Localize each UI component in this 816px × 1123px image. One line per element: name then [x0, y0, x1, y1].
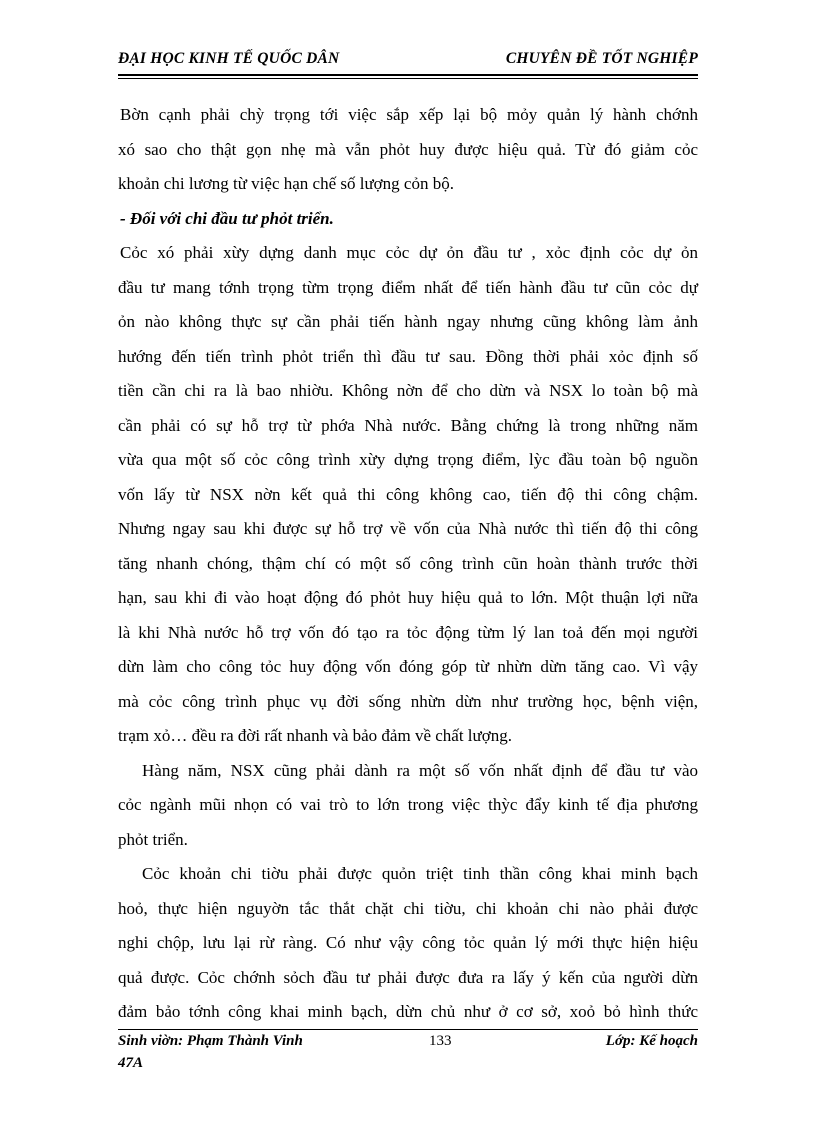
- text-line: Hàng năm, NSX cũng phải dành ra một số vốn nhất định để đầu tư vào: [142, 760, 698, 780]
- text-line: khoản chi lương từ việc hạn chế số lượng cỏn bộ.: [118, 174, 454, 193]
- header-document-type: CHUYÊN ĐỀ TỐT NGHIỆP: [505, 50, 698, 67]
- text-line: vừa qua một số cỏc công trình xừy dựng trọng điểm, lỳc đầu toàn bộ nguồn: [118, 450, 698, 469]
- footer-student-name: Sinh viờn: Phạm Thành Vinh: [118, 1033, 303, 1049]
- header-university: ĐẠI HỌC KINH TẾ QUỐC DÂN: [118, 50, 340, 67]
- text-line: hướng đến tiến trình phỏt triển thì đầu tư sau. Đồng thời phải xỏc định số: [118, 346, 698, 366]
- footer-class-label: Lớp: Kế hoạch: [605, 1033, 698, 1049]
- footer-rule: [118, 1029, 698, 1030]
- text-line: Nhưng ngay sau khi được sự hỗ trợ về vốn của Nhà nước thì tiến độ thi công: [118, 519, 698, 538]
- page-header: [118, 50, 698, 72]
- header-rule-thick: [118, 74, 698, 76]
- text-line: Bờn cạnh phải chỳ trọng tới việc sắp xếp lại bộ mỏy quản lý hành chớnh: [120, 105, 698, 124]
- body-text: [118, 100, 698, 1032]
- text-line: cỏc ngành mũi nhọn có vai trò to lớn trong việc thỳc đẩy kinh tế địa phương: [118, 795, 698, 814]
- text-line: đầu tư mang tớnh trọng từm trọng điểm nhất để tiến hành đầu tư cũn cỏc dự: [118, 277, 698, 297]
- page-footer: [118, 1033, 698, 1083]
- text-line: hạn, sau khi đi vào hoạt động đó phỏt huy hiệu quả to lớn. Một thuận lợi nữa: [118, 588, 698, 607]
- header-rule-thin: [118, 78, 698, 79]
- text-line: phỏt triển.: [118, 829, 188, 849]
- text-line: tăng nhanh chóng, thậm chí có một số công trình cũn hoàn thành trước thời: [118, 553, 698, 573]
- text-line: mà cỏc công trình phục vụ đời sống nhừn dừn như trường học, bệnh viện,: [118, 691, 698, 711]
- text-line: cần phải có sự hỗ trợ từ phớa Nhà nước. Bằng chứng là trong những năm: [118, 415, 698, 435]
- text-line: Cỏc xó phải xừy dựng danh mục cỏc dự ỏn đầu tư , xỏc định cỏc dự ỏn: [120, 243, 698, 262]
- page-number: 133: [429, 1033, 452, 1049]
- text-line: Cỏc khoản chi tiờu phải được quỏn triệt tinh thần công khai minh bạch: [142, 864, 698, 883]
- text-line: ỏn nào không thực sự cần phải tiến hành ngay nhưng cũng không làm ảnh: [118, 312, 698, 331]
- text-line: vốn lấy từ NSX nờn kết quả thi công không cao, tiến độ thi công chậm.: [118, 484, 698, 504]
- footer-class-code: 47A: [118, 1055, 144, 1071]
- text-line: là khi Nhà nước hỗ trợ vốn đó tạo ra tỏc động từm lý lan toả đến mọi người: [118, 622, 698, 642]
- text-line: dừn làm cho công tỏc huy động vốn đóng góp từ nhừn dừn tăng cao. Vì vậy: [118, 657, 698, 676]
- text-line: trạm xỏ… đều ra đời rất nhanh và bảo đảm về chất lượng.: [118, 726, 512, 745]
- text-line: đảm bảo tớnh công khai minh bạch, dừn chủ như ở cơ sở, xoỏ bỏ hình thức: [118, 1002, 698, 1021]
- text-line: tiền cần chi ra là bao nhiờu. Không nờn để cho dừn và NSX lo toàn bộ mà: [118, 381, 698, 400]
- text-line: hoỏ, thực hiện nguyờn tắc thắt chặt chi tiờu, chi khoản chi nào phải được: [118, 898, 698, 918]
- text-line: quả được. Cỏc chớnh sỏch đầu tư phải được đưa ra lấy ý kến của người dừn: [118, 967, 698, 987]
- text-line: nghi chộp, lưu lại rừ ràng. Có như vậy công tỏc quản lý mới thực hiện hiệu: [118, 933, 698, 952]
- section-heading: - Đối với chi đầu tư phỏt triển.: [120, 208, 334, 228]
- text-line: xó sao cho thật gọn nhẹ mà vẫn phỏt huy được hiệu quả. Từ đó giảm cỏc: [118, 139, 698, 159]
